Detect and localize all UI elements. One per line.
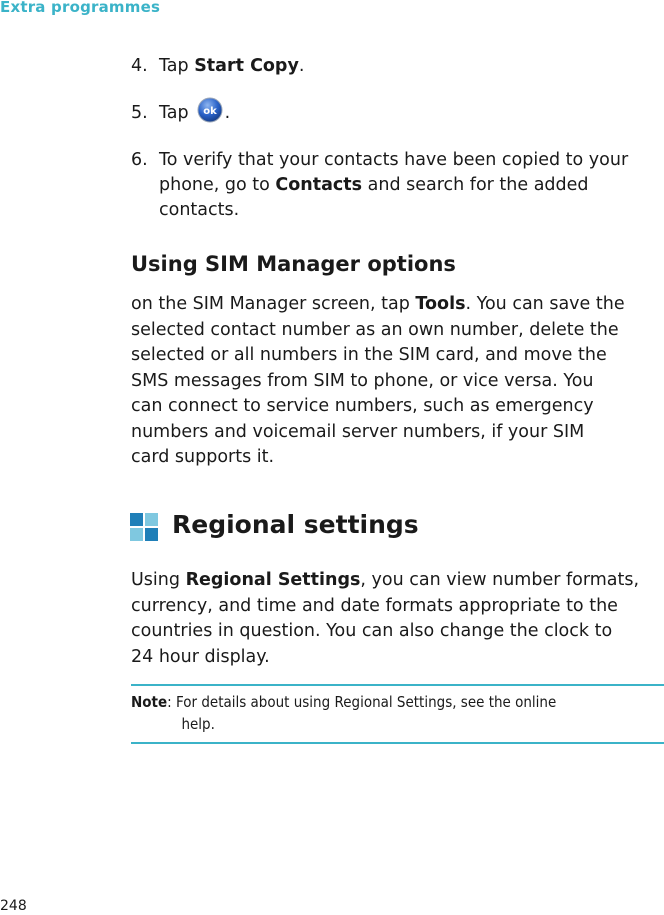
running-header: Extra programmes — [0, 0, 161, 16]
regional-settings-label: Regional Settings — [185, 570, 361, 590]
para-line: selected contact number as an own number, delete the — [131, 319, 619, 340]
para-line-end: . You can save the — [465, 294, 625, 314]
step-text-line1: To verify that your contacts have been copied to your — [159, 150, 629, 170]
para-line: card supports it. — [131, 447, 275, 467]
step-number: 6. — [131, 150, 148, 170]
step-text-line2: phone, go to — [159, 175, 276, 195]
step-5 — [131, 101, 651, 126]
step-6 — [131, 148, 651, 223]
para-line: can connect to service numbers, such as emergency — [131, 396, 594, 416]
tools-label: Tools — [415, 294, 466, 314]
note-box — [131, 691, 664, 735]
step-4 — [131, 54, 651, 79]
regional-paragraph — [131, 568, 661, 670]
ok-button-icon — [197, 97, 223, 123]
step-number: 4. — [131, 56, 148, 76]
regional-settings-heading: Regional settings — [172, 510, 419, 539]
para-line: 24 hour display. — [131, 646, 270, 667]
para-line-end: , you can view number formats, — [360, 570, 640, 590]
contacts-label: Contacts — [275, 175, 363, 195]
svg-text:ok: ok — [202, 106, 217, 117]
para-line: selected or all numbers in the SIM card, and move the — [131, 345, 607, 365]
para-line: currency, and time and date formats appropriate to the — [131, 595, 618, 616]
step-text-line3: contacts. — [159, 200, 240, 220]
para-line: on the SIM Manager screen, tap — [131, 294, 416, 314]
step-text-end: . — [298, 56, 305, 76]
sim-manager-paragraph — [131, 292, 661, 471]
windows-grid-icon — [130, 513, 159, 542]
step-text-line2-end: and search for the added — [362, 175, 589, 195]
step-text: Tap — [159, 103, 189, 123]
note-bottom-rule — [131, 742, 664, 744]
para-line: SMS messages from SIM to phone, or vice versa. You — [131, 370, 594, 391]
step-number: 5. — [131, 103, 148, 123]
sim-manager-heading: Using SIM Manager options — [131, 252, 456, 276]
step-text-end: . — [224, 103, 231, 123]
note-top-rule — [131, 684, 664, 686]
para-line: countries in question. You can also change the clock to — [131, 621, 613, 641]
step-text: Tap — [159, 56, 195, 76]
note-text-line2: help. — [181, 715, 215, 733]
page-number: 248 — [0, 898, 27, 914]
para-line: numbers and voicemail server numbers, if your SIM — [131, 421, 585, 442]
note-text-line1: : For details about using Regional Settings, see the online — [167, 693, 557, 711]
note-label: Note — [131, 693, 168, 711]
para-line: Using — [131, 570, 186, 590]
start-copy-label: Start Copy — [194, 56, 299, 76]
